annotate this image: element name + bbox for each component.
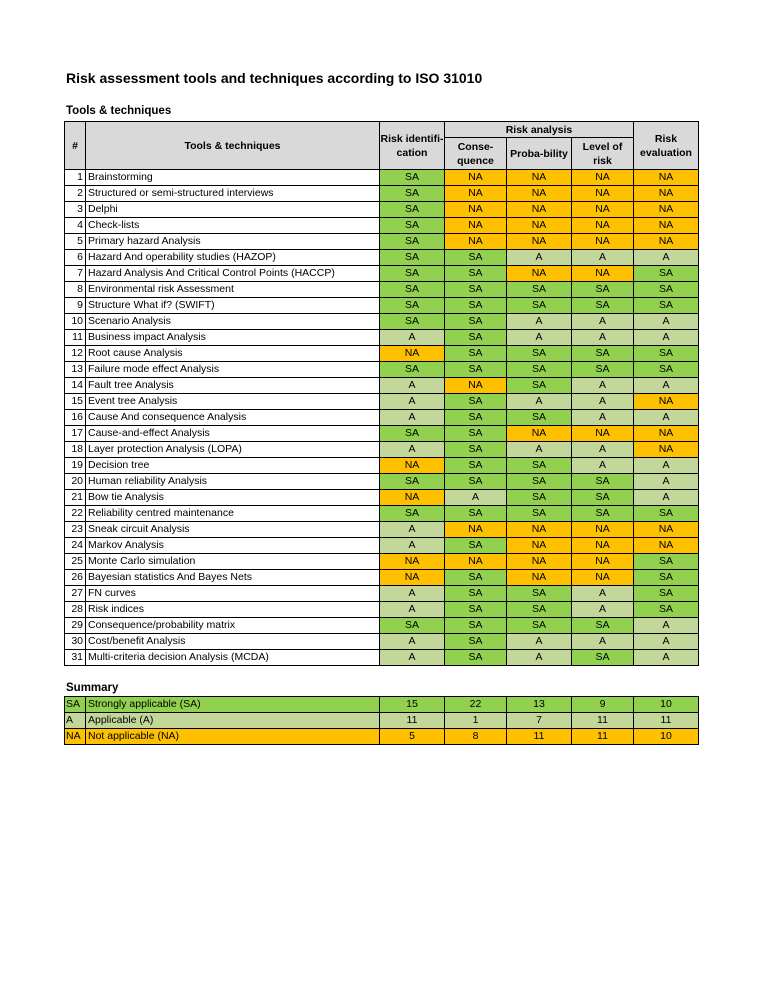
summary-label: Strongly applicable (SA): [86, 697, 380, 713]
rating-cell: NA: [445, 186, 507, 202]
rating-cell: A: [634, 378, 699, 394]
row-number: 9: [65, 298, 86, 314]
rating-cell: NA: [572, 522, 634, 538]
summary-row: [65, 713, 699, 729]
summary-table-body: [65, 697, 699, 745]
rating-cell: SA: [380, 506, 445, 522]
rating-cell: A: [634, 634, 699, 650]
rating-cell: SA: [380, 186, 445, 202]
tool-name: Check-lists: [86, 218, 380, 234]
rating-cell: SA: [572, 346, 634, 362]
rating-cell: A: [572, 458, 634, 474]
tool-name: Failure mode effect Analysis: [86, 362, 380, 378]
rating-cell: A: [380, 410, 445, 426]
header-risk-analysis: Risk analysis: [445, 122, 634, 138]
rating-cell: SA: [572, 618, 634, 634]
tool-name: Cause-and-effect Analysis: [86, 426, 380, 442]
rating-cell: A: [380, 378, 445, 394]
rating-cell: SA: [507, 602, 572, 618]
rating-cell: NA: [572, 266, 634, 282]
summary-count: 22: [445, 697, 507, 713]
table-row: [65, 218, 699, 234]
table-row: [65, 506, 699, 522]
rating-cell: SA: [445, 634, 507, 650]
rating-cell: NA: [507, 570, 572, 586]
rating-cell: SA: [380, 426, 445, 442]
rating-cell: A: [507, 330, 572, 346]
rating-cell: SA: [572, 362, 634, 378]
row-number: 29: [65, 618, 86, 634]
rating-cell: NA: [507, 426, 572, 442]
summary-count: 7: [507, 713, 572, 729]
rating-cell: NA: [634, 170, 699, 186]
rating-cell: SA: [445, 618, 507, 634]
table-row: [65, 378, 699, 394]
rating-cell: SA: [507, 586, 572, 602]
table-row: [65, 554, 699, 570]
summary-table: [64, 696, 699, 745]
table-row: [65, 186, 699, 202]
summary-label: Applicable (A): [86, 713, 380, 729]
rating-cell: SA: [445, 586, 507, 602]
rating-cell: NA: [634, 538, 699, 554]
summary-label: Not applicable (NA): [86, 729, 380, 745]
rating-cell: NA: [445, 170, 507, 186]
rating-cell: A: [572, 250, 634, 266]
rating-cell: A: [572, 410, 634, 426]
rating-cell: NA: [380, 554, 445, 570]
rating-cell: SA: [380, 202, 445, 218]
rating-cell: SA: [507, 506, 572, 522]
row-number: 8: [65, 282, 86, 298]
summary-row: [65, 697, 699, 713]
rating-cell: SA: [445, 266, 507, 282]
summary-count: 8: [445, 729, 507, 745]
rating-cell: SA: [634, 346, 699, 362]
rating-cell: A: [572, 394, 634, 410]
rating-cell: SA: [507, 410, 572, 426]
rating-cell: NA: [572, 570, 634, 586]
header-num: #: [65, 122, 86, 170]
rating-cell: SA: [445, 650, 507, 666]
row-number: 31: [65, 650, 86, 666]
row-number: 15: [65, 394, 86, 410]
row-number: 24: [65, 538, 86, 554]
rating-cell: NA: [572, 170, 634, 186]
rating-cell: NA: [634, 394, 699, 410]
rating-cell: NA: [380, 490, 445, 506]
table-row: [65, 410, 699, 426]
rating-cell: A: [380, 602, 445, 618]
table-row: [65, 602, 699, 618]
table-row: [65, 330, 699, 346]
rating-cell: SA: [445, 570, 507, 586]
table-row: [65, 202, 699, 218]
rating-cell: SA: [634, 506, 699, 522]
rating-cell: SA: [380, 314, 445, 330]
rating-cell: SA: [445, 442, 507, 458]
row-number: 10: [65, 314, 86, 330]
tool-name: Decision tree: [86, 458, 380, 474]
summary-count: 11: [380, 713, 445, 729]
rating-cell: SA: [507, 474, 572, 490]
tool-name: Cost/benefit Analysis: [86, 634, 380, 650]
table-row: [65, 362, 699, 378]
rating-cell: A: [572, 378, 634, 394]
rating-cell: A: [507, 314, 572, 330]
table-row: [65, 426, 699, 442]
tools-table: [64, 121, 699, 666]
table-row: [65, 458, 699, 474]
row-number: 30: [65, 634, 86, 650]
rating-cell: SA: [445, 410, 507, 426]
rating-cell: SA: [507, 458, 572, 474]
tool-name: Structure What if? (SWIFT): [86, 298, 380, 314]
rating-cell: NA: [445, 218, 507, 234]
table-row: [65, 490, 699, 506]
row-number: 6: [65, 250, 86, 266]
rating-cell: SA: [380, 298, 445, 314]
rating-cell: NA: [634, 234, 699, 250]
rating-cell: A: [380, 634, 445, 650]
tool-name: Delphi: [86, 202, 380, 218]
summary-count: 1: [445, 713, 507, 729]
summary-count: 5: [380, 729, 445, 745]
rating-cell: NA: [572, 538, 634, 554]
tool-name: Hazard Analysis And Critical Control Points (HACCP): [86, 266, 380, 282]
rating-cell: SA: [380, 282, 445, 298]
row-number: 7: [65, 266, 86, 282]
rating-cell: NA: [445, 554, 507, 570]
rating-cell: NA: [572, 218, 634, 234]
rating-cell: A: [634, 330, 699, 346]
rating-cell: A: [572, 442, 634, 458]
row-number: 14: [65, 378, 86, 394]
row-number: 3: [65, 202, 86, 218]
rating-cell: NA: [445, 522, 507, 538]
table-row: [65, 266, 699, 282]
row-number: 19: [65, 458, 86, 474]
table-row: [65, 634, 699, 650]
rating-cell: NA: [572, 202, 634, 218]
summary-code: A: [65, 713, 86, 729]
rating-cell: SA: [572, 282, 634, 298]
rating-cell: SA: [445, 426, 507, 442]
tool-name: FN curves: [86, 586, 380, 602]
table-row: [65, 538, 699, 554]
header-risk-identification: Risk identifi- cation: [380, 122, 445, 170]
row-number: 12: [65, 346, 86, 362]
rating-cell: SA: [572, 506, 634, 522]
rating-cell: NA: [572, 426, 634, 442]
rating-cell: SA: [572, 298, 634, 314]
row-number: 13: [65, 362, 86, 378]
rating-cell: A: [634, 650, 699, 666]
tool-name: Event tree Analysis: [86, 394, 380, 410]
rating-cell: NA: [572, 186, 634, 202]
row-number: 28: [65, 602, 86, 618]
tool-name: Fault tree Analysis: [86, 378, 380, 394]
row-number: 20: [65, 474, 86, 490]
table-row: [65, 346, 699, 362]
table-row: [65, 394, 699, 410]
summary-count: 11: [507, 729, 572, 745]
rating-cell: A: [380, 330, 445, 346]
tool-name: Markov Analysis: [86, 538, 380, 554]
rating-cell: SA: [634, 570, 699, 586]
rating-cell: SA: [380, 218, 445, 234]
rating-cell: SA: [445, 282, 507, 298]
rating-cell: SA: [634, 298, 699, 314]
rating-cell: SA: [507, 282, 572, 298]
rating-cell: SA: [380, 250, 445, 266]
rating-cell: SA: [507, 346, 572, 362]
rating-cell: A: [634, 490, 699, 506]
rating-cell: SA: [507, 378, 572, 394]
tools-table-body: [65, 170, 699, 666]
rating-cell: A: [634, 250, 699, 266]
row-number: 16: [65, 410, 86, 426]
rating-cell: SA: [445, 330, 507, 346]
row-number: 23: [65, 522, 86, 538]
rating-cell: NA: [634, 186, 699, 202]
rating-cell: SA: [445, 362, 507, 378]
table-row: [65, 314, 699, 330]
rating-cell: NA: [507, 170, 572, 186]
rating-cell: NA: [507, 554, 572, 570]
tool-name: Layer protection Analysis (LOPA): [86, 442, 380, 458]
rating-cell: A: [634, 410, 699, 426]
rating-cell: SA: [445, 394, 507, 410]
rating-cell: A: [634, 474, 699, 490]
rating-cell: A: [572, 634, 634, 650]
summary-code: NA: [65, 729, 86, 745]
rating-cell: SA: [445, 458, 507, 474]
rating-cell: SA: [634, 554, 699, 570]
summary-row: [65, 729, 699, 745]
table-row: [65, 650, 699, 666]
table-row: [65, 442, 699, 458]
summary-count: 9: [572, 697, 634, 713]
row-number: 21: [65, 490, 86, 506]
tool-name: Risk indices: [86, 602, 380, 618]
summary-count: 13: [507, 697, 572, 713]
header-probability: Proba-bility: [507, 138, 572, 170]
header-risk-evaluation: Risk evaluation: [634, 122, 699, 170]
tool-name: Consequence/probability matrix: [86, 618, 380, 634]
rating-cell: SA: [445, 506, 507, 522]
rating-cell: SA: [445, 314, 507, 330]
rating-cell: A: [380, 522, 445, 538]
row-number: 11: [65, 330, 86, 346]
rating-cell: SA: [380, 234, 445, 250]
rating-cell: SA: [445, 298, 507, 314]
header-consequence: Conse- quence: [445, 138, 507, 170]
summary-count: 11: [572, 713, 634, 729]
table-row: [65, 298, 699, 314]
rating-cell: SA: [634, 282, 699, 298]
tool-name: Primary hazard Analysis: [86, 234, 380, 250]
rating-cell: NA: [507, 266, 572, 282]
rating-cell: SA: [572, 490, 634, 506]
tool-name: Cause And consequence Analysis: [86, 410, 380, 426]
summary-count: 15: [380, 697, 445, 713]
row-number: 2: [65, 186, 86, 202]
table-row: [65, 586, 699, 602]
rating-cell: A: [572, 586, 634, 602]
table-row: [65, 570, 699, 586]
rating-cell: SA: [445, 602, 507, 618]
rating-cell: NA: [634, 426, 699, 442]
tool-name: Monte Carlo simulation: [86, 554, 380, 570]
row-number: 5: [65, 234, 86, 250]
rating-cell: A: [507, 634, 572, 650]
summary-count: 11: [634, 713, 699, 729]
rating-cell: NA: [572, 234, 634, 250]
row-number: 25: [65, 554, 86, 570]
rating-cell: SA: [634, 602, 699, 618]
tool-name: Business impact Analysis: [86, 330, 380, 346]
row-number: 22: [65, 506, 86, 522]
rating-cell: NA: [507, 186, 572, 202]
tool-name: Sneak circuit Analysis: [86, 522, 380, 538]
rating-cell: A: [572, 314, 634, 330]
rating-cell: NA: [634, 202, 699, 218]
table-row: [65, 474, 699, 490]
header-level-of-risk: Level of risk: [572, 138, 634, 170]
rating-cell: SA: [445, 474, 507, 490]
rating-cell: NA: [507, 218, 572, 234]
rating-cell: NA: [634, 218, 699, 234]
table-row: [65, 282, 699, 298]
rating-cell: A: [507, 442, 572, 458]
rating-cell: A: [380, 586, 445, 602]
row-number: 1: [65, 170, 86, 186]
summary-code: SA: [65, 697, 86, 713]
rating-cell: NA: [572, 554, 634, 570]
tool-name: Root cause Analysis: [86, 346, 380, 362]
table-row: [65, 170, 699, 186]
rating-cell: NA: [445, 378, 507, 394]
rating-cell: A: [380, 650, 445, 666]
summary-title: Summary: [66, 682, 119, 694]
rating-cell: A: [572, 602, 634, 618]
rating-cell: NA: [634, 522, 699, 538]
rating-cell: A: [507, 250, 572, 266]
tool-name: Brainstorming: [86, 170, 380, 186]
rating-cell: A: [634, 458, 699, 474]
section-title: Tools & techniques: [66, 105, 172, 117]
summary-count: 11: [572, 729, 634, 745]
rating-cell: NA: [380, 458, 445, 474]
rating-cell: SA: [445, 250, 507, 266]
rating-cell: SA: [507, 490, 572, 506]
rating-cell: A: [445, 490, 507, 506]
rating-cell: SA: [507, 298, 572, 314]
table-row: [65, 522, 699, 538]
rating-cell: NA: [507, 522, 572, 538]
rating-cell: SA: [572, 650, 634, 666]
rating-cell: SA: [634, 586, 699, 602]
rating-cell: SA: [507, 362, 572, 378]
rating-cell: NA: [507, 538, 572, 554]
tool-name: Reliability centred maintenance: [86, 506, 380, 522]
rating-cell: A: [572, 330, 634, 346]
tool-name: Bow tie Analysis: [86, 490, 380, 506]
rating-cell: SA: [380, 618, 445, 634]
table-row: [65, 618, 699, 634]
rating-cell: SA: [445, 538, 507, 554]
row-number: 26: [65, 570, 86, 586]
rating-cell: SA: [380, 170, 445, 186]
tool-name: Hazard And operability studies (HAZOP): [86, 250, 380, 266]
rating-cell: A: [507, 650, 572, 666]
rating-cell: NA: [380, 346, 445, 362]
rating-cell: SA: [634, 266, 699, 282]
rating-cell: SA: [572, 474, 634, 490]
tool-name: Environmental risk Assessment: [86, 282, 380, 298]
row-number: 18: [65, 442, 86, 458]
rating-cell: A: [507, 394, 572, 410]
rating-cell: A: [380, 394, 445, 410]
summary-count: 10: [634, 729, 699, 745]
page-title: Risk assessment tools and techniques according to ISO 31010: [66, 70, 483, 86]
rating-cell: NA: [507, 234, 572, 250]
row-number: 17: [65, 426, 86, 442]
rating-cell: A: [380, 442, 445, 458]
table-row: [65, 250, 699, 266]
rating-cell: NA: [445, 234, 507, 250]
table-row: [65, 234, 699, 250]
rating-cell: SA: [380, 266, 445, 282]
tool-name: Structured or semi-structured interviews: [86, 186, 380, 202]
rating-cell: NA: [507, 202, 572, 218]
rating-cell: SA: [445, 346, 507, 362]
rating-cell: SA: [380, 474, 445, 490]
header-tool: Tools & techniques: [86, 122, 380, 170]
rating-cell: A: [634, 314, 699, 330]
rating-cell: A: [634, 618, 699, 634]
rating-cell: SA: [634, 362, 699, 378]
row-number: 27: [65, 586, 86, 602]
rating-cell: NA: [634, 442, 699, 458]
rating-cell: A: [380, 538, 445, 554]
rating-cell: NA: [445, 202, 507, 218]
tool-name: Scenario Analysis: [86, 314, 380, 330]
rating-cell: SA: [380, 362, 445, 378]
rating-cell: SA: [507, 618, 572, 634]
tool-name: Bayesian statistics And Bayes Nets: [86, 570, 380, 586]
tool-name: Human reliability Analysis: [86, 474, 380, 490]
row-number: 4: [65, 218, 86, 234]
rating-cell: NA: [380, 570, 445, 586]
summary-count: 10: [634, 697, 699, 713]
tool-name: Multi-criteria decision Analysis (MCDA): [86, 650, 380, 666]
